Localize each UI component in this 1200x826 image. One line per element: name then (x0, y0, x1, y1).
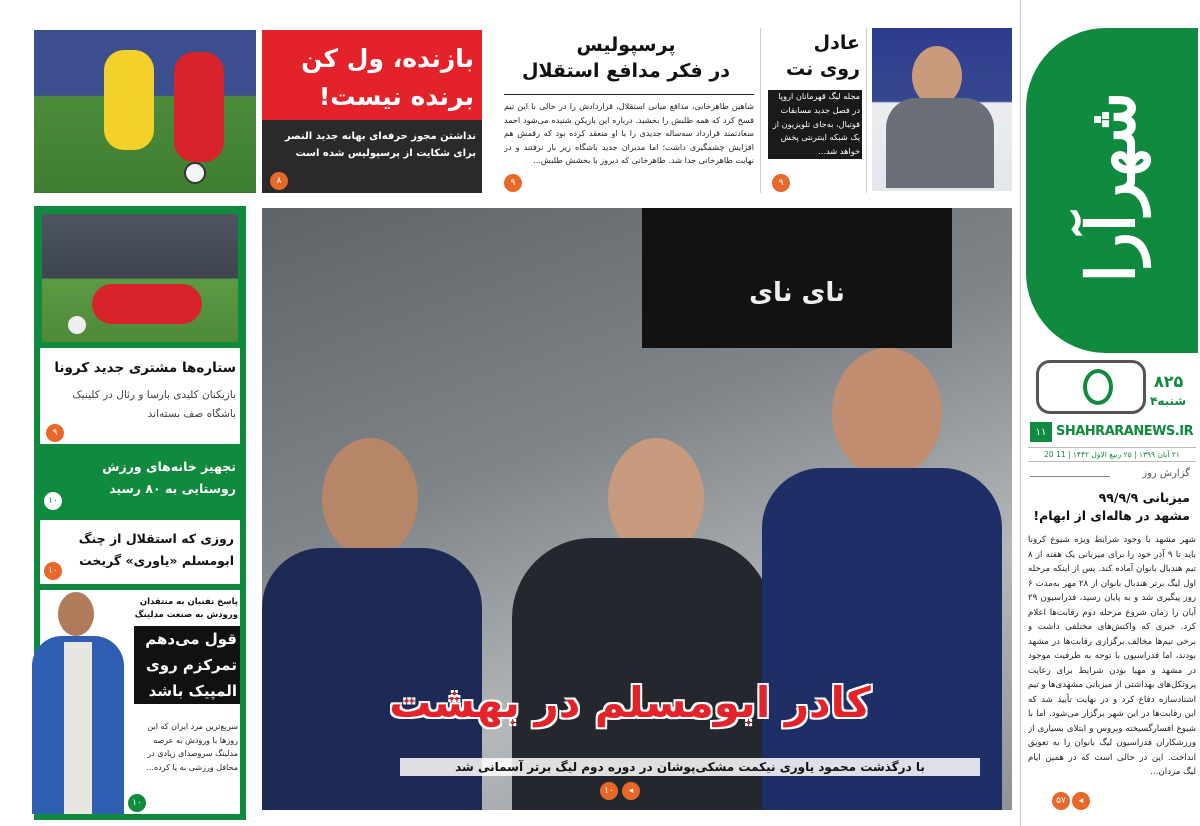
report-title-line2: مشهد در هاله‌ای از ابهام! (1033, 508, 1190, 523)
report-label-rule (1030, 476, 1110, 477)
man-right (762, 348, 1002, 810)
adel-page-badge[interactable] (772, 174, 790, 192)
dateline: ۲۱ آبان ۱۳۹۹ | ۲۵ ربیع الاول ۱۴۴۲ | 11 20 (1028, 447, 1196, 462)
red-title-line2: برنده نیست! (318, 82, 474, 111)
corona-title: ستاره‌ها مشتری جدید کرونا (54, 360, 236, 376)
corona-page: ۹ (52, 428, 58, 438)
man-center (512, 438, 772, 810)
website: SHAHRARANEWS.IR (1056, 424, 1194, 439)
player-yellow (104, 50, 154, 150)
interview-box (40, 590, 240, 814)
main-arrow-icon: ◂ (622, 782, 640, 800)
adel-photo (872, 28, 1012, 191)
adel-lead: مجله لیگ قهرمانان اروپا در فصل جدید مسابقات فوتبال، به‌جای تلویزیون از یک شبکه اینترنتی پخش خواهد شد... (768, 90, 862, 159)
village-page-badge[interactable] (44, 492, 62, 510)
perspolis-page: ۹ (510, 178, 516, 188)
issue-number: ۸۲۵ (1154, 372, 1184, 391)
adel-photo-body (886, 98, 994, 188)
model-figure (18, 592, 138, 814)
perspolis-lead: شاهین طاهرخانی، مدافع میانی استقلال، قراردادش را در حالی با این تیم فسخ کرد که همه طلبش را بخشید. درباره این بازیکن شنیده می‌شود احمد سعادتمند قرارداد سه‌ساله جدیدی را با او منعقد کرده بود که رقمش هم افزایش چشمگیری داشت؛ اما مدیران جدید باشگاه زیر بار نرفتند و در نهایت طاهرخانی جدا شد. طاهرخانی که دیروز با بخشش طلبش... (504, 101, 754, 165)
model-head (58, 592, 94, 636)
main-headline: کادر ابومسلم در بهشت (389, 678, 871, 727)
red-lead-box (262, 120, 482, 193)
red-title-line1: بازنده، ول کن (301, 44, 474, 73)
interview-page-badge[interactable] (128, 794, 146, 812)
masthead-divider (1020, 0, 1021, 826)
man-right-head (832, 348, 942, 478)
report-section-label: گزارش روز (1142, 468, 1190, 479)
man-left (262, 438, 482, 810)
man-left-head (322, 438, 418, 558)
model-sweater (64, 642, 92, 814)
masthead-logo (1026, 28, 1198, 353)
corona-text-box (40, 348, 240, 444)
corona-page-badge[interactable] (46, 424, 64, 442)
report-page: ۵۷ (1056, 796, 1066, 806)
perspolis-title-line1: پرسپولیس (576, 34, 676, 56)
perspolis-page-badge[interactable] (504, 174, 522, 192)
esteghlal-page-badge[interactable] (44, 562, 62, 580)
player-red (174, 52, 224, 162)
masthead-logo-text: شهرآرا (1072, 91, 1150, 283)
village-title: تجهیز خانه‌های ورزش روستایی به ۸۰ رسید (102, 459, 236, 496)
report-body: شهر مشهد با وجود شرایط ویژه شیوع کرونا باید تا ۹ آذر خود را برای میزبانی یک هفته از ۸ تیم هندبال بانوان آماده کند. پس از اینکه مرحله اول لیگ برتر هندبال بانوان از ۲۸ مهر به‌مدت ۶ روز پیگیری شد و به پایان رسید، فدراسیون ۲۹ آبان را زمان شروع مرحله دوم رقابت‌ها اعلام کرد. خبری که واکنش‌های مختلفی داشت و برخی تیم‌ها مخالف برگزاری رقابت‌ها در مشهد بودند، اما فدراسیون با توجه به ظرفیت موجود در مشهد و مهیا بودن شرایط برای رعایت پروتکل‌های بهداشتی از میزبانی مشهدی‌ها و تیم‌ اشتادسازه دفاع کرد و در نهایت تأیید شد که این رقابت‌ها در این شهر برگزار می‌شود. اما با شیوع افسارگسیخته ویروس و ابتلای بسیاری از ورزشکاران فدراسیون لیگ بانوان را به تعویق انداخت. این در حالی است که در همین ایام لیگ مردان... (1028, 535, 1196, 777)
report-arrow-icon: ◂ (1072, 792, 1090, 810)
village-page: ۱۰ (48, 496, 58, 506)
esteghlal-title: روزی که استقلال از چنگ ابومسلم «یاوری» گریخت (78, 531, 234, 568)
esteghlal-text-box (40, 520, 240, 584)
alnassr-match-photo (34, 30, 256, 193)
perspolis-rule (504, 94, 754, 95)
weekday: ۴شنبه (1150, 394, 1187, 408)
ball-icon-2 (68, 316, 86, 334)
adel-photo-head (912, 46, 962, 106)
report-page-badge[interactable] (1052, 792, 1070, 810)
page-count: ۱۱ (1030, 422, 1052, 442)
crowd-banner (642, 208, 952, 348)
adel-title-line1: عادل (813, 32, 860, 54)
adel-page: ۹ (778, 178, 784, 188)
masthead (1024, 0, 1200, 826)
ball-icon (184, 162, 206, 184)
adel-col-divider (760, 28, 761, 193)
main-subhead: با درگذشت محمود یاوری نیکمت مشکی‌پوشان در دوره دوم لیگ برتر آسمانی شد (400, 758, 980, 776)
player-down (92, 284, 202, 324)
red-page-badge[interactable] (270, 172, 288, 190)
interview-quote: قول می‌دهم تمرکزم روی المپیک باشد (134, 626, 240, 704)
main-page-badge[interactable] (600, 782, 618, 800)
main-page: ۱۰ (604, 786, 614, 796)
red-page: ۸ (276, 176, 282, 186)
interview-kicker: پاسخ تفنیان به منتقدان ورودش به صنعت مدلینگ (134, 597, 238, 620)
perspolis-title-line2: در فکر مدافع استقلال (521, 60, 731, 82)
adel-title-line2: روی نت (785, 58, 860, 80)
crowd-banner-text: نای نای (749, 278, 845, 308)
brand-mark (1036, 360, 1146, 414)
report-title-line1: میزبانی ۹۹/۹/۹ (1098, 490, 1190, 505)
adel-divider (866, 28, 867, 193)
red-lead: نداشتن مجوز حرفه‌ای بهانه جدید النصر برای شکایت از پرسپولیس شده است (284, 131, 476, 159)
corona-photo (42, 214, 238, 342)
interview-body: سریع‌ترین مرد ایران که این روزها با ورودش به عرصه مدلینگ سروصدای زیادی در محافل ورزشی به پا کرده... (146, 722, 238, 772)
esteghlal-page: ۱۰ (48, 566, 58, 576)
interview-page: ۱۰ (132, 798, 142, 808)
corona-sub: بازیکنان کلیدی بارسا و رئال در کلینیک باشگاه صف بسته‌اند (72, 389, 236, 420)
